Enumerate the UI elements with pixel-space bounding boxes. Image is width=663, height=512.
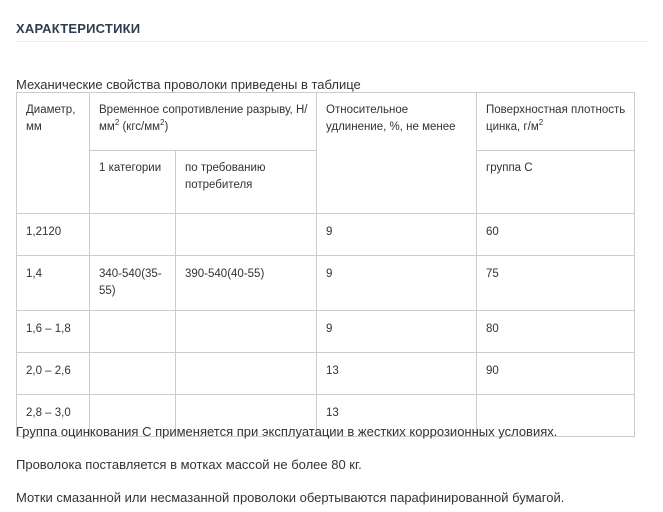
header-cell-tensile-strength (90, 93, 317, 151)
cell-zinc: 90 (477, 353, 635, 395)
cell-category-1: 340-540(35-55) (90, 256, 176, 311)
cell-zinc: 60 (477, 214, 635, 256)
header-zinc-text: Поверхностная плотность цинка, г/м (486, 104, 626, 133)
header-tensile-unit-2: (кгс/мм (119, 121, 161, 133)
cell-category-1 (90, 311, 176, 353)
cell-on-demand (176, 311, 317, 353)
subheader-cell-on-demand: по требованию потребителя (176, 151, 317, 214)
cell-category-1 (90, 353, 176, 395)
title-divider (16, 41, 647, 42)
cell-diameter: 2,8 – 3,0 (17, 395, 90, 437)
header-cell-elongation: Относительное удлинение, %, не менее (317, 93, 477, 214)
mechanical-properties-table (16, 92, 635, 437)
cell-elongation: 9 (317, 214, 477, 256)
header-tensile-text: Временное сопротивление разрыву, Н/мм (99, 104, 308, 133)
table-row (17, 256, 635, 311)
cell-diameter: 2,0 – 2,6 (17, 353, 90, 395)
cell-diameter: 1,6 – 1,8 (17, 311, 90, 353)
cell-elongation: 9 (317, 311, 477, 353)
intro-text: Механические свойства проволоки приведены в таблице (16, 77, 361, 92)
note-galvanizing-group: Группа оцинкования С применяется при эксплуатации в жестких коррозионных условиях. (16, 424, 558, 439)
header-tensile-sup-1: 2 (114, 118, 120, 128)
header-cell-diameter: Диаметр, мм (17, 93, 90, 214)
cell-elongation: 9 (317, 256, 477, 311)
subheader-cell-group-c: группа С (477, 151, 635, 214)
cell-elongation: 13 (317, 353, 477, 395)
page-title: ХАРАКТЕРИСТИКИ (16, 20, 141, 36)
header-zinc-sup: 2 (538, 118, 544, 128)
cell-diameter: 1,2120 (17, 214, 90, 256)
cell-on-demand: 390-540(40-55) (176, 256, 317, 311)
note-packaging: Мотки смазанной или несмазанной проволоки обертываются парафинированной бумагой. (16, 490, 565, 505)
table-row (17, 353, 635, 395)
cell-zinc: 75 (477, 256, 635, 311)
cell-on-demand (176, 214, 317, 256)
note-coil-weight: Проволока поставляется в мотках массой не более 80 кг. (16, 457, 362, 472)
header-tensile-close: ) (164, 121, 169, 133)
table-row (17, 311, 635, 353)
cell-elongation: 13 (317, 395, 477, 437)
table-header-row (17, 93, 635, 151)
header-tensile-sup-2: 2 (160, 118, 165, 128)
cell-category-1 (90, 214, 176, 256)
subheader-cell-category-1: 1 категории (90, 151, 176, 214)
table-row (17, 214, 635, 256)
cell-diameter: 1,4 (17, 256, 90, 311)
header-cell-zinc-density (477, 93, 635, 151)
cell-on-demand (176, 353, 317, 395)
cell-zinc: 80 (477, 311, 635, 353)
